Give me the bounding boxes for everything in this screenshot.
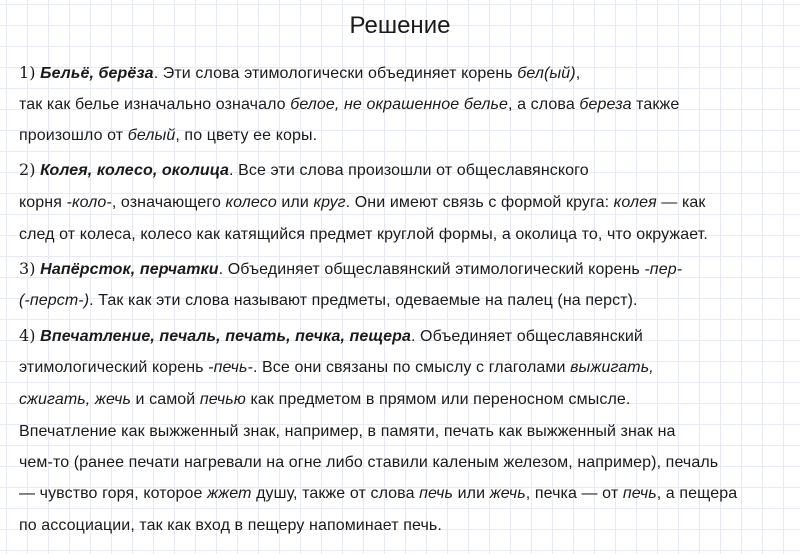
item-1-line-2: так как белье изначально означало белое, не окрашенное белье, а слова береза также (19, 96, 680, 113)
item-4-number: 4) (19, 326, 36, 345)
item-3-line-2: (-перст-). Так как эти слова называют предметы, одеваемые на палец (на перст). (19, 292, 638, 309)
item-2-number: 2) (19, 160, 36, 179)
item-1-number: 1) (19, 63, 36, 82)
item-4-line-4: Впечатление как выжженный знак, например, в памяти, печать как выжженный знак на (19, 423, 676, 440)
item-4-line-7: по ассоциации, так как вход в пещеру напоминает печь. (19, 517, 442, 534)
item-4-line-3: сжигать, жечь и самой печью как предметом в прямом или переносном смысле. (19, 391, 631, 408)
item-2-line-3: след от колеса, колесо как катящийся предмет круглой формы, а околица то, что окружает. (19, 226, 708, 243)
item-2-words: Колея, колесо, околица (40, 162, 230, 179)
item-4-line-5: чем-то (ранее печати нагревали на огне либо ставили каленым железом, например), печаль (19, 454, 719, 471)
item-4-line-6: — чувство горя, которое жжет душу, также от слова печь или жечь, печка — от печь, а пещера (19, 485, 738, 502)
item-3-line-1: 3) Напёрсток, перчатки. Объединяет общеславянский этимологический корень -пер- (19, 259, 683, 278)
item-2-line-2: корня -коло-, означающего колесо или круг. Они имеют связь с формой круга: колея — как (19, 194, 706, 211)
item-1-line-3: произошло от белый, по цвету ее коры. (19, 127, 318, 144)
item-4-line-1: 4) Впечатление, печаль, печать, печка, пещера. Объединяет общеславянский (19, 326, 643, 345)
item-4-line-2: этимологический корень -печь-. Все они связаны по смыслу с глаголами выжигать, (19, 359, 654, 376)
item-2-line-1: 2) Колея, колесо, околица. Все эти слова произошли от общеславянского (19, 160, 589, 179)
item-3-words: Напёрсток, перчатки (40, 261, 219, 278)
item-3-number: 3) (19, 259, 36, 278)
item-4-words: Впечатление, печаль, печать, печка, пещера (40, 328, 411, 345)
page-title: Решение (349, 12, 451, 39)
item-1-words: Бельё, берёза (40, 65, 154, 82)
item-1-line-1: 1) Бельё, берёза. Эти слова этимологически объединяет корень бел(ый), (19, 63, 581, 82)
